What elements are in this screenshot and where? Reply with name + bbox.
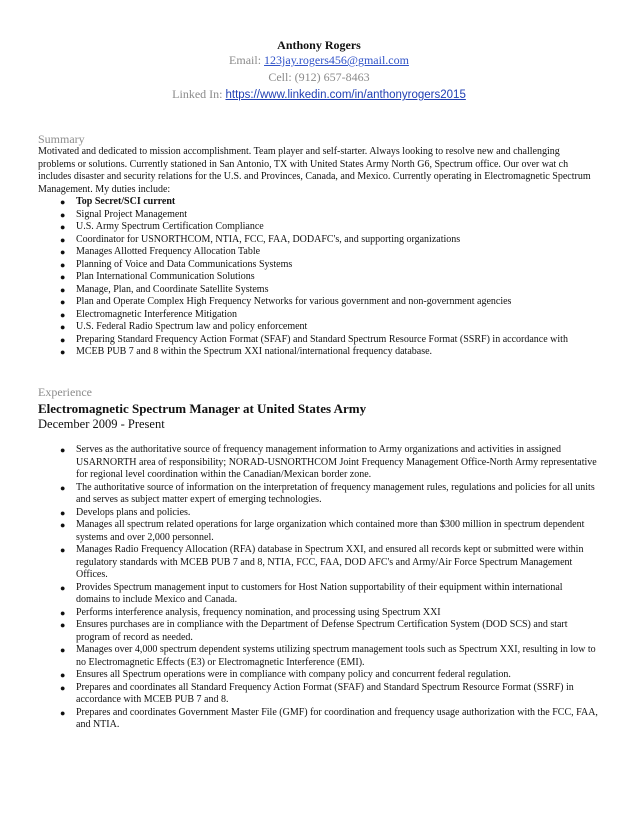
experience-section bbox=[38, 385, 598, 732]
list-item: ● Plan International Communication Solutions bbox=[60, 271, 255, 282]
list-item: ● Signal Project Management bbox=[60, 208, 188, 220]
bullet-icon: ● bbox=[60, 645, 66, 655]
list-item: ● Manage, Plan, and Coordinate Satellite Systems bbox=[60, 283, 269, 295]
list-item: ● Provides Spectrum management input to customers for Host Nation supportability of their equipment within international domains to include Mexico and Canada. bbox=[60, 581, 563, 605]
list-item: ● Coordinator for USNORTHCOM, NTIA, FCC, FAA, DODAFC's, and supporting organizations bbox=[60, 233, 461, 245]
bullet-icon: ● bbox=[60, 670, 66, 680]
experience-bullet-list bbox=[38, 444, 598, 732]
list-item: ● Manages over 4,000 spectrum dependent systems utilizing spectrum management tools such as Spectrum XXI, resulting in low to no Electromagnetic Effects (E3) or Electromagnetic Interference (EMI). bbox=[60, 644, 596, 668]
summary-section bbox=[38, 132, 598, 359]
list-item: ● U.S. Federal Radio Spectrum law and policy enforcement bbox=[60, 321, 308, 332]
job-dates: December 2009 - Present bbox=[38, 417, 165, 431]
list-item: ● Manages all spectrum related operations for large organization which contained more than $300 million in spectrum dependent systems and over 2,000 personnel. bbox=[60, 519, 585, 543]
bullet-icon: ● bbox=[60, 322, 66, 332]
bullet-icon: ● bbox=[60, 582, 66, 593]
email-link[interactable]: 123jay.rogers456@gmail.com bbox=[264, 53, 409, 67]
list-item: ● Prepares and coordinates Government Master File (GMF) for coordination and frequency usage authorization with the FCC, FAA, and NTIA. bbox=[60, 706, 598, 730]
list-item: ● Prepares and coordinates all Standard Frequency Action Format (SFAF) and Standard Spectrum Resource Format (SSRF) in accordance with MCEB PUB 7 and 8. bbox=[60, 681, 574, 705]
bullet-icon: ● bbox=[60, 284, 66, 295]
list-item: ● Ensures purchases are in compliance with the Department of Defense Spectrum Certification System (DOD SCS) and start program of record as needed. bbox=[60, 619, 568, 643]
list-item: ● Top Secret/SCI current bbox=[60, 196, 176, 207]
resume-header bbox=[0, 38, 638, 104]
bullet-icon: ● bbox=[60, 707, 66, 718]
bullet-icon: ● bbox=[60, 482, 66, 493]
bullet-icon: ● bbox=[60, 334, 66, 345]
bullet-icon: ● bbox=[60, 682, 66, 693]
list-item: ● MCEB PUB 7 and 8 within the Spectrum XXI national/international frequency database. bbox=[60, 346, 433, 357]
bullet-icon: ● bbox=[60, 297, 66, 307]
list-item: ● Ensures all Spectrum operations were in compliance with company policy and concurrent federal regulation. bbox=[60, 669, 511, 680]
cell-label: Cell: bbox=[268, 70, 292, 84]
bullet-icon: ● bbox=[60, 222, 66, 232]
list-item: ● Plan and Operate Complex High Frequency Networks for various government and non-government agencies bbox=[60, 296, 512, 307]
list-item: ● Electromagnetic Interference Mitigation bbox=[60, 308, 238, 320]
summary-paragraph: Motivated and dedicated to mission accomplishment. Team player and self-starter. Always looking to resolve new and challenging problems or solutions. Currently stationed in San Antonio, TX with United States Army North G6, Spectrum office. Our over wat ch includes disaster and security relations for the U.S. and Provinces, Canada, and Mexico. Currently operating in Electromagnetic Spectrum Management. My duties include: bbox=[38, 146, 591, 195]
job-title: Electromagnetic Spectrum Manager at United States Army bbox=[38, 401, 367, 416]
experience-title: Experience bbox=[38, 385, 92, 399]
linkedin-link[interactable]: https://www.linkedin.com/in/anthonyrogers2015 bbox=[225, 89, 466, 101]
linkedin-label: Linked In: bbox=[172, 87, 223, 101]
bullet-icon: ● bbox=[60, 520, 66, 530]
bullet-icon: ● bbox=[60, 545, 66, 555]
candidate-name: Anthony Rogers bbox=[277, 38, 361, 52]
bullet-icon: ● bbox=[60, 347, 66, 357]
list-item: ● U.S. Army Spectrum Certification Compliance bbox=[60, 221, 264, 232]
summary-title: Summary bbox=[38, 132, 85, 146]
list-item: ● Planning of Voice and Data Communications Systems bbox=[60, 258, 293, 270]
bullet-icon: ● bbox=[60, 259, 66, 270]
email-label: Email: bbox=[229, 53, 262, 67]
list-item: ● Performs interference analysis, frequency nomination, and processing using Spectrum XXI bbox=[60, 606, 441, 618]
cell-value: (912) 657-8463 bbox=[294, 70, 370, 84]
bullet-icon: ● bbox=[60, 197, 66, 207]
list-item: ● The authoritative source of information on the interpretation of frequency management rules, regulations and policies for all units and serves as subject matter expert of emerging technologies. bbox=[60, 481, 595, 505]
list-item: ● Preparing Standard Frequency Action Format (SFAF) and Standard Spectrum Resource Format (SSRF) in accordance with bbox=[60, 333, 568, 345]
bullet-icon: ● bbox=[60, 234, 66, 245]
summary-bullet-list bbox=[38, 196, 598, 359]
list-item: ● Develops plans and policies. bbox=[60, 506, 191, 518]
bullet-icon: ● bbox=[60, 209, 66, 220]
bullet-icon: ● bbox=[60, 272, 66, 282]
linkedin-line bbox=[0, 86, 638, 104]
cell-line bbox=[0, 69, 638, 86]
bullet-icon: ● bbox=[60, 607, 66, 618]
list-item: ● Manages Allotted Frequency Allocation Table bbox=[60, 246, 261, 257]
list-item: ● Serves as the authoritative source of frequency management information to Army organizations and activities in assigned USARNORTH area of responsibility; NORAD-USNORTHCOM Joint Frequency Management Office-North Army representative for regional level coordination within the Canadian/Mexican border zone. bbox=[60, 444, 597, 480]
bullet-icon: ● bbox=[60, 309, 66, 320]
email-line bbox=[0, 52, 638, 69]
bullet-icon: ● bbox=[60, 620, 66, 630]
bullet-icon: ● bbox=[60, 507, 66, 518]
bullet-icon: ● bbox=[60, 445, 66, 455]
bullet-icon: ● bbox=[60, 247, 66, 257]
list-item: ● Manages Radio Frequency Allocation (RFA) database in Spectrum XXI, and ensured all records kept or submitted were within regulatory standards with MCEB PUB 7 and 8, NTIA, FCC, FAA, DOD AFC's and Army/Air Force Spectrum Management Offices. bbox=[60, 544, 584, 580]
